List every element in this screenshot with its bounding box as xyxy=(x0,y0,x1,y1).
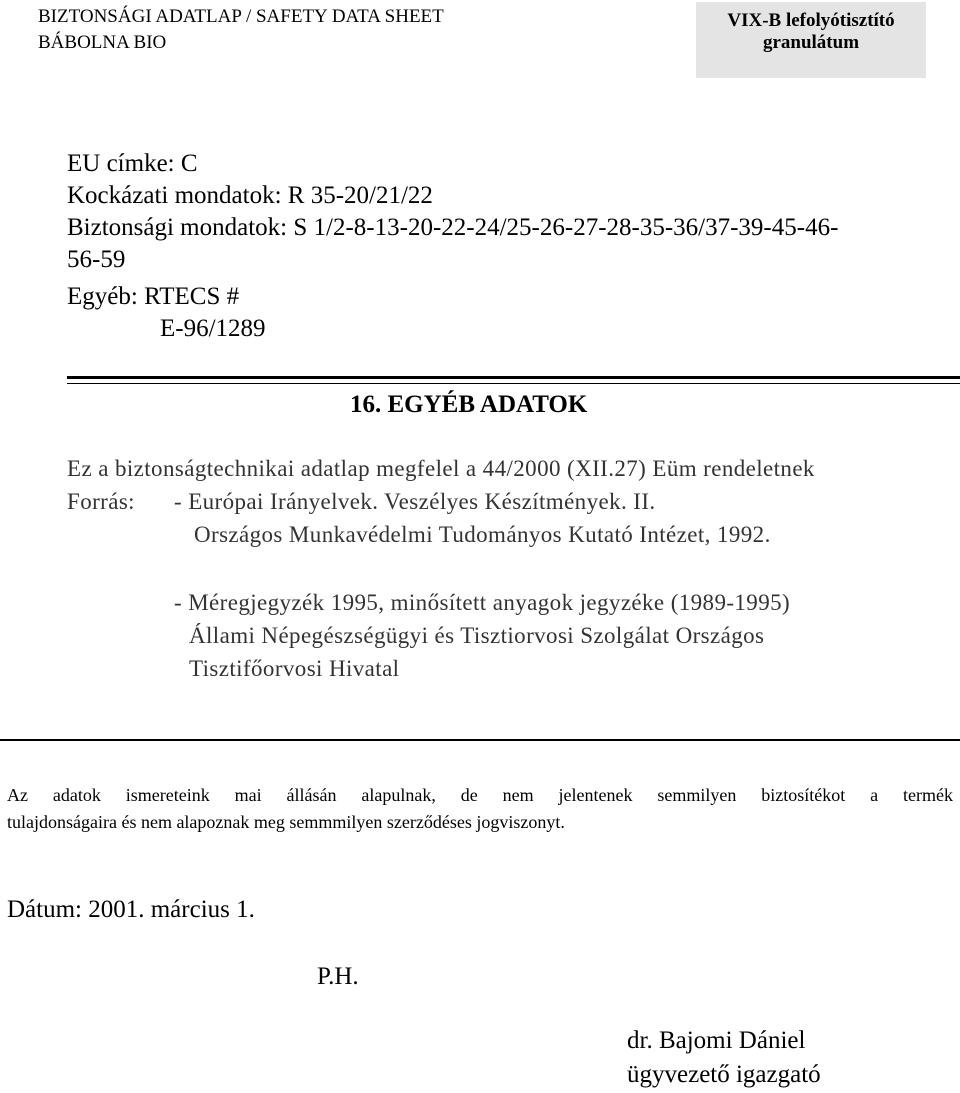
source-label: Forrás: xyxy=(67,489,135,514)
signer-title: ügyvezető igazgató xyxy=(627,1061,821,1088)
safety-phrases-line2: 56-59 xyxy=(67,246,126,273)
stamp-placeholder: P.H. xyxy=(317,963,359,990)
disclaimer-rule xyxy=(0,739,960,741)
source-2-line1: - Méregjegyzék 1995, minősített anyagok jegyzéke (1989-1995) xyxy=(174,590,791,615)
disclaimer-line1: Az adatok ismereteink mai állásán alapulnak, de nem jelentenek semmilyen biztosítékot a termék xyxy=(7,785,953,805)
risk-phrases: Kockázati mondatok: R 35-20/21/22 xyxy=(67,182,433,209)
eu-label: EU címke: C xyxy=(67,150,198,177)
section-rule-bottom xyxy=(67,383,960,384)
document-title: BIZTONSÁGI ADATLAP / SAFETY DATA SHEET xyxy=(38,6,444,27)
source-1-line2: Országos Munkavédelmi Tudományos Kutató Intézet, 1992. xyxy=(194,522,771,547)
regulation-statement: Ez a biztonságtechnikai adatlap megfelel a 44/2000 (XII.27) Eüm rendeletnek xyxy=(67,456,815,481)
disclaimer-line2: tulajdonságaira és nem alapoznak meg semmmilyen szerződéses jogviszonyt. xyxy=(7,812,565,832)
section-16-title: 16. EGYÉB ADATOK xyxy=(350,391,588,418)
signer-name: dr. Bajomi Dániel xyxy=(627,1027,806,1054)
product-name-line2: granulátum xyxy=(762,32,860,53)
document-date: Dátum: 2001. március 1. xyxy=(7,896,255,923)
source-1-line1: - Európai Irányelvek. Veszélyes Készítmények. II. xyxy=(174,489,656,514)
source-2-line3: Tisztifőorvosi Hivatal xyxy=(189,656,400,681)
safety-phrases-line1: Biztonsági mondatok: S 1/2-8-13-20-22-24/25-26-27-28-35-36/37-39-45-46- xyxy=(67,214,839,241)
company-name: BÁBOLNA BIO xyxy=(38,32,167,53)
source-2-line2: Állami Népegészségügyi és Tisztiorvosi Szolgálat Országos xyxy=(189,623,765,648)
other-value: E-96/1289 xyxy=(160,315,266,342)
product-name-line1: VIX-B lefolyótisztító xyxy=(727,10,895,31)
other-label: Egyéb: RTECS # xyxy=(67,283,240,310)
product-name-box xyxy=(696,2,926,78)
section-rule-top xyxy=(67,376,960,379)
